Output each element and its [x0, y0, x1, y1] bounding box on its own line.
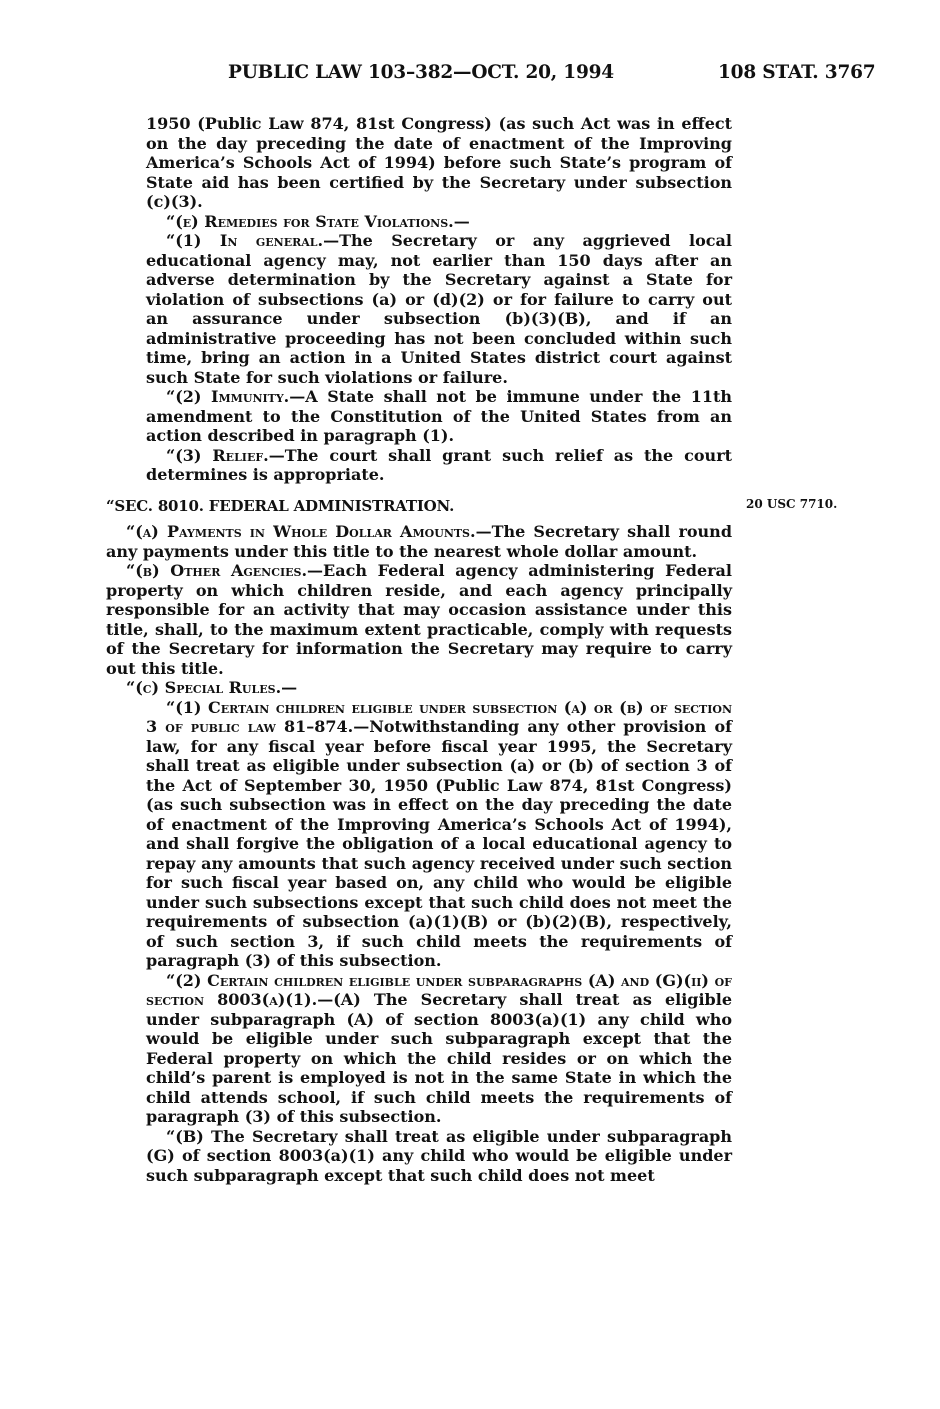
paragraph-e3 [106, 446, 732, 485]
paragraph-e3-heading: “(3) Relief. [166, 445, 269, 465]
subsection-b-heading: “(b) Other Agencies. [126, 561, 308, 580]
paragraph-c1-heading: “(1) Certain children eligible under subsection (a) or (b) of section 3 of public law 81–874. [146, 697, 732, 736]
paragraph-c1-text: —Notwithstanding any other provision of law, for any fiscal year before fiscal year 1995, the Secretary shall treat as eligible under subsection (a) or (b) of section 3 of the Act of September 30, 1950 (Public Law 874, 81st Congress) (as such subsection was in effect on the day preceding the date of enactment of the Improving America’s Schools Act of 1994), and shall forgive the obligation of a local educational agency to repay any amounts that such agency received under such section for such fiscal year based on, any child who would be eligible under such subsections except that such child does not meet the requirements of subsection (a)(1)(B) or (b)(2)(B), respectively, of such section 3, if such child meets the requirements of paragraph (3) of this subsection. [146, 717, 732, 970]
paragraph-e2 [106, 387, 732, 446]
running-head-stat: 108 STAT. 3767 [718, 62, 876, 83]
subsection-e-heading [106, 212, 732, 232]
paragraph-c2 [106, 971, 732, 1127]
continued-paragraph: 1950 (Public Law 874, 81st Congress) (as such Act was in effect on the day preceding the date of enactment of the Improving America’s Schools Act of 1994) before such State’s program of State aid has been certified by the Secretary under subsection (c)(3). [146, 114, 732, 211]
paragraph-c2-text: —(A) The Secretary shall treat as eligible under subparagraph (A) of section 8003(a)(1) any child who would be eligible under such subparagraph except that the Federal property on which the child resides or on which the child’s parent is employed is not in the same State in which the child attends school, if such child meets the requirements of paragraph (3) of this subsection. [146, 990, 732, 1126]
subsection-b [106, 561, 732, 678]
paragraph-e1 [106, 231, 732, 387]
paragraph-e2-heading: “(2) Immunity. [166, 387, 290, 406]
subsection-c-label: “(c) Special Rules.— [126, 678, 298, 697]
subsection-b-text: —Each Federal agency administering Federal property on which children reside, and each agency principally responsible for an activity that may occasion assistance under this title, shall, to the maximum extent practicable, comply with requests of the Secretary for information the Secretary may require to carry out this title. [106, 561, 732, 678]
paragraph-e3-text: —The court shall grant such relief as the court determines is appropriate. [146, 445, 733, 484]
paragraph-c1 [106, 698, 732, 971]
subsection-c-heading [106, 678, 732, 698]
paragraph-c2-heading: “(2) Certain children eligible under subparagraphs (A) and (G)(ii) of section 8003(a)(1). [146, 970, 732, 1009]
subparagraph-c2b: “(B) The Secretary shall treat as eligible under subparagraph (G) of section 8003(a)(1) any child who would be eligible under such subparagraph except that such child does not meet [146, 1126, 732, 1185]
paragraph-e1-text: —The Secretary or any aggrieved local educational agency may, not earlier than 150 days after an adverse determination by the Secretary against a State for violation of subsections (a) or (d)(2) or for failure to carry out an assurance under subsection (b)(3)(B), and if an administrative proceeding has not been concluded within such time, bring an action in a United States district court against such State for such violations or failure. [146, 231, 732, 387]
running-head-law: PUBLIC LAW 103–382—OCT. 20, 1994 [228, 62, 614, 83]
paragraph-e1-heading: “(1) In general. [166, 231, 324, 250]
paragraph-e2-text: —A State shall not be immune under the 11th amendment to the Constitution of the United States from an action described in paragraph (1). [146, 387, 732, 445]
subsection-a-text: —The Secretary shall round any payments under this title to the nearest whole dollar amount. [106, 522, 733, 561]
page-header [0, 62, 940, 90]
margin-citation: 20 USC 7710. [746, 497, 838, 511]
subsection-e-label: “(e) Remedies for State Violations.— [166, 211, 470, 231]
statute-body [106, 114, 732, 1185]
subsection-a [106, 522, 732, 561]
section-heading: “SEC. 8010. FEDERAL ADMINISTRATION. [106, 496, 455, 515]
subsection-a-heading: “(a) Payments in Whole Dollar Amounts. [126, 522, 476, 541]
